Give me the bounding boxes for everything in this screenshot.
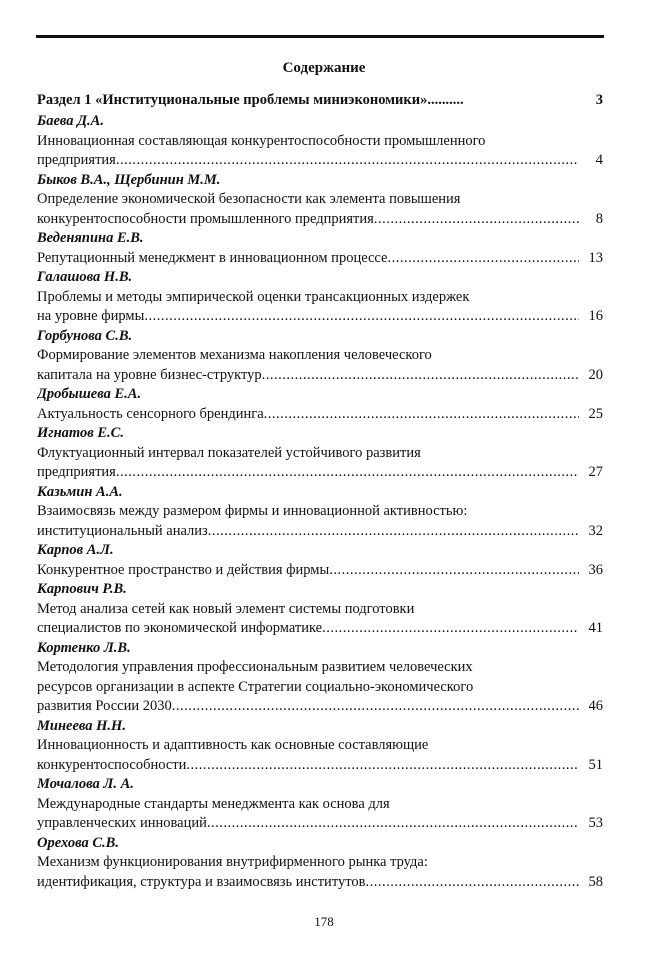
entry-author: Мочалова Л. А. [37, 776, 134, 792]
entry-author: Горбунова С.В. [37, 327, 133, 344]
entry-title-text: развития России 2030 [37, 698, 172, 714]
entry-author: Карпович Р.В. [37, 581, 127, 597]
entry-title-line: Инновационность и адаптивность как основные составляющие [37, 737, 429, 753]
entry-author: Карпов А.Л. [37, 542, 114, 558]
entry-page-number: 41 [588, 620, 603, 636]
entry-page-number: 36 [588, 561, 603, 578]
toc-entry[interactable] [37, 541, 603, 580]
entry-title-line: Метод анализа сетей как новый элемент системы подготовки [37, 600, 415, 617]
entry-title-text: конкурентоспособности промышленного предприятия [37, 210, 374, 227]
entry-title-last-line [37, 249, 603, 269]
entry-author: Игнатов Е.С. [37, 425, 124, 441]
toc-entry[interactable] [37, 424, 603, 483]
dot-leader [208, 522, 579, 542]
entry-title-text: предприятия [37, 152, 116, 168]
dot-leader [144, 307, 579, 327]
toc-entry[interactable] [37, 775, 603, 834]
entry-author: Быков В.А., Щербинин М.М. [37, 171, 221, 188]
entry-title-line: Проблемы и методы эмпирической оценки трансакционных издержек [37, 288, 470, 305]
dot-leader [264, 405, 579, 425]
entry-page-number: 16 [588, 308, 603, 324]
page-number: 178 [314, 914, 334, 929]
entry-title-last-line [37, 619, 603, 639]
entry-page-number: 13 [588, 249, 603, 266]
dot-leader [322, 619, 579, 639]
entry-title-text: идентификация, структура и взаимосвязь институтов [37, 873, 366, 890]
entry-title-last-line [37, 405, 603, 425]
entry-title-last-line [37, 522, 603, 542]
entry-title-line: Формирование элементов механизма накопления человеческого [37, 347, 432, 363]
toc-entry[interactable] [37, 268, 603, 327]
entry-title-last-line [37, 697, 603, 717]
entry-title-last-line [37, 151, 603, 171]
entry-title-last-line [37, 561, 603, 581]
entry-page-number: 20 [588, 366, 603, 383]
entry-title-last-line [37, 756, 603, 776]
toc-entry[interactable] [37, 834, 603, 893]
entry-page-number: 4 [595, 152, 603, 168]
entry-title-line: Взаимосвязь между размером фирмы и инновационной активностью: [37, 503, 468, 519]
toc-entry[interactable] [37, 580, 603, 639]
entry-title-line: Определение экономической безопасности как элемента повышения [37, 191, 461, 207]
toc-entry[interactable] [37, 171, 603, 230]
entry-title-text: Конкурентное пространство и действия фирмы [37, 561, 330, 578]
entry-title-last-line [37, 873, 603, 893]
dot-leader [262, 366, 579, 386]
entry-author: Веденяпина Е.В. [37, 230, 144, 246]
dot-leader [172, 697, 579, 717]
entry-author: Казьмин А.А. [37, 483, 123, 500]
entry-title-text: Актуальность сенсорного брендинга [37, 405, 264, 422]
section-title: Раздел 1 «Институциональные проблемы миниэкономики».......... [37, 92, 464, 108]
entry-author: Минеева Н.Н. [37, 717, 126, 734]
section-page-number: 3 [595, 92, 603, 108]
section-entry[interactable] [37, 88, 603, 112]
entry-author: Дробышева Е.А. [37, 386, 142, 402]
entry-page-number: 51 [588, 756, 603, 773]
toc-entry[interactable] [37, 229, 603, 268]
dot-leader [116, 151, 579, 171]
entry-title-text: капитала на уровне бизнес-структур [37, 366, 262, 383]
entry-title-line: Методология управления профессиональным развитием человеческих [37, 659, 473, 675]
entry-title-line: Международные стандарты менеджмента как основа для [37, 795, 390, 812]
entry-title-line: Инновационная составляющая конкурентоспособности промышленного [37, 132, 486, 149]
entry-title-text: специалистов по экономической информатике [37, 620, 323, 636]
entry-page-number: 46 [588, 698, 603, 714]
entry-title-last-line [37, 210, 603, 230]
entry-title-text: институциональный анализ [37, 522, 208, 539]
toc-entry[interactable] [37, 327, 603, 386]
entry-page-number: 58 [588, 873, 603, 890]
entry-title-line: ресурсов организации в аспекте Стратегии социально-экономического [37, 678, 474, 695]
toc-entry[interactable] [37, 639, 603, 717]
entry-title-last-line [37, 463, 603, 483]
entry-page-number: 8 [595, 210, 603, 227]
entry-author: Кортенко Л.В. [37, 639, 131, 656]
entry-title-line: Флуктуационный интервал показателей устойчивого развития [37, 444, 421, 461]
entry-page-number: 32 [588, 522, 603, 539]
dot-leader [116, 463, 579, 483]
toc-entry[interactable] [37, 385, 603, 424]
entry-title-text: конкурентоспособности [37, 756, 187, 773]
entry-title-line: Механизм функционирования внутрифирменного рынка труда: [37, 854, 428, 870]
entry-author: Орехова С.В. [37, 834, 119, 851]
toc-entry[interactable] [37, 483, 603, 542]
entry-title-text: Репутационный менеджмент в инновационном процессе [37, 249, 388, 266]
entry-page-number: 27 [588, 464, 603, 480]
toc-entry[interactable] [37, 112, 603, 171]
dot-leader [329, 561, 579, 581]
entry-title-last-line [37, 814, 603, 834]
dot-leader [207, 814, 579, 834]
table-of-contents [37, 88, 603, 892]
dot-leader [374, 210, 579, 230]
dot-leader [388, 249, 580, 269]
entry-title-last-line [37, 307, 603, 327]
entry-title-last-line [37, 366, 603, 386]
entry-title-text: на уровне фирмы [37, 308, 145, 324]
toc-entry[interactable] [37, 717, 603, 776]
top-rule [36, 35, 604, 38]
toc-heading: Содержание [282, 60, 366, 76]
entry-page-number: 25 [588, 405, 603, 422]
entry-author: Баева Д.А. [37, 113, 104, 129]
dot-leader [186, 756, 579, 776]
dot-leader [365, 873, 579, 893]
entry-author: Галашова Н.В. [37, 269, 133, 285]
entry-title-text: предприятия [37, 464, 116, 480]
entry-title-text: управленческих инноваций [37, 815, 207, 831]
entry-page-number: 53 [588, 815, 603, 831]
